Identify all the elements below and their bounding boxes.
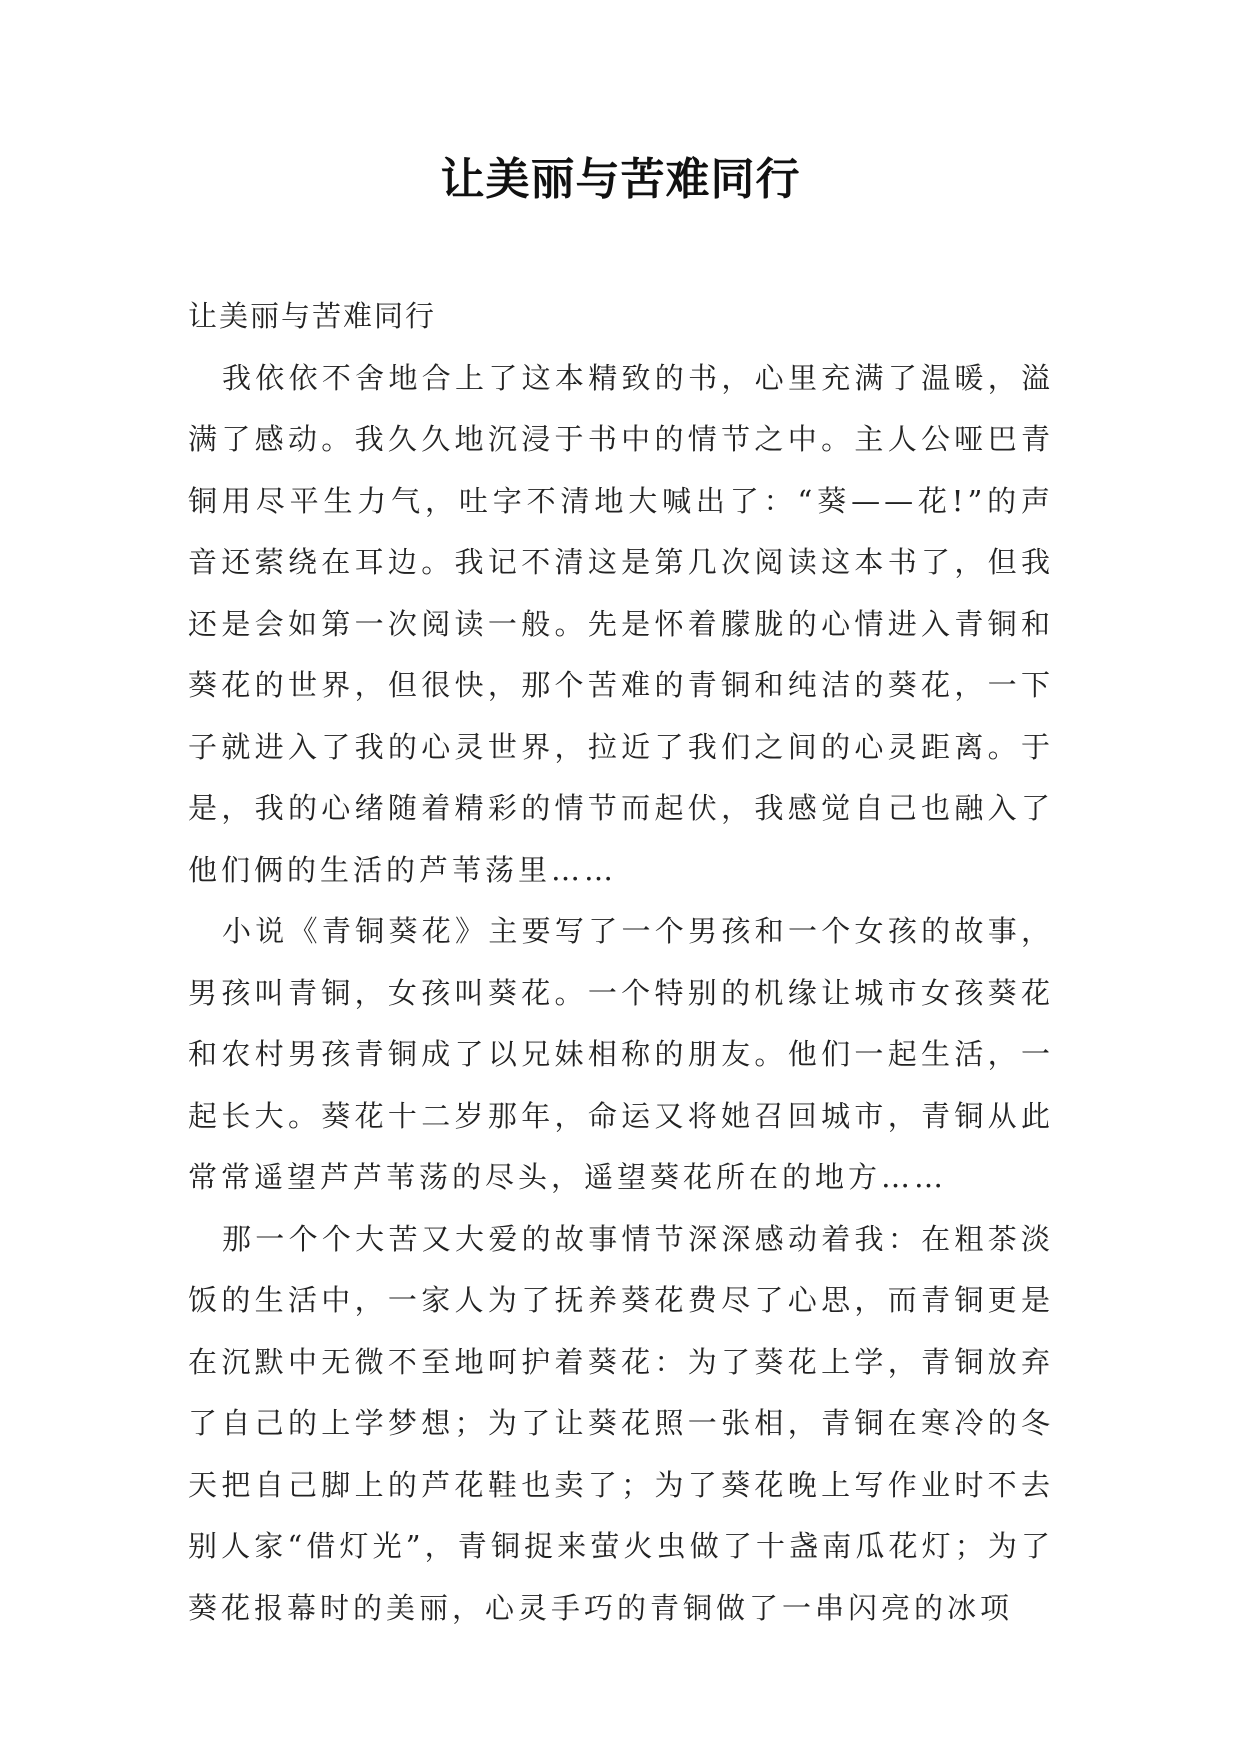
body-paragraph-1: 我依依不舍地合上了这本精致的书，心里充满了温暖，溢满了感动。我久久地沉浸于书中的情节之中。主人公哑巴青铜用尽平生力气，吐字不清地大喊出了：“葵——花!”的声音还萦绕在耳边。我记不清这是第几次阅读这本书了，但我还是会如第一次阅读一般。先是怀着朦胧的心情进入青铜和葵花的世界，但很快，那个苦难的青铜和纯洁的葵花，一下子就进入了我的心灵世界，拉近了我们之间的心灵距离。于是，我的心绪随着精彩的情节而起伏，我感觉自己也融入了他们俩的生活的芦苇荡里…… [188, 360, 1054, 887]
document-title: 让美丽与苦难同行 [440, 154, 801, 205]
document-subtitle: 让美丽与苦难同行 [188, 299, 437, 333]
body-paragraph-2: 小说《青铜葵花》主要写了一个男孩和一个女孩的故事，男孩叫青铜，女孩叫葵花。一个特别的机缘让城市女孩葵花和农村男孩青铜成了以兄妹相称的朋友。他们一起生活，一起长大。葵花十二岁那年，命运又将她召回城市，青铜从此常常遥望芦芦苇荡的尽头，遥望葵花所在的地方…… [188, 914, 1054, 1194]
body-paragraph-3: 那一个个大苦又大爱的故事情节深深感动着我：在粗茶淡饭的生活中，一家人为了抚养葵花费尽了心思，而青铜更是在沉默中无微不至地呵护着葵花：为了葵花上学，青铜放弃了自己的上学梦想；为了让葵花照一张相，青铜在寒冷的冬天把自己脚上的芦花鞋也卖了；为了葵花晚上写作业时不去别人家“借灯光”，青铜捉来萤火虫做了十盏南瓜花灯；为了葵花报幕时的美丽，心灵手巧的青铜做了一串闪亮的冰项 [188, 1221, 1054, 1625]
document-body [188, 286, 1054, 1639]
